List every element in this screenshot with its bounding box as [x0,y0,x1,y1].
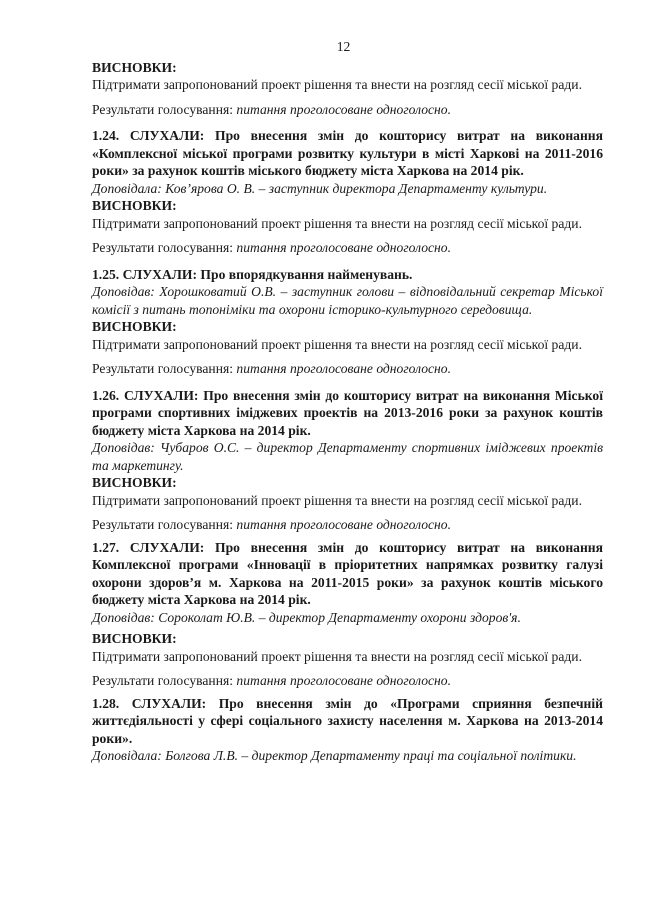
conclusion-text: Підтримати запропонований проект рішення та внести на розгляд сесії міської ради. [92,77,582,92]
conclusions-heading: ВИСНОВКИ: [92,198,177,213]
conclusions-heading: ВИСНОВКИ: [92,475,177,490]
item-speaker: Доповідала: Болгова Л.В. – директор Департаменту праці та соціальної політики. [92,748,577,763]
top-block [92,59,603,119]
item-title: 1.27. СЛУХАЛИ: Про внесення змін до кошторису витрат на виконання Комплексної програми «Інновації в пріоритетних напрямках розвитку галузі охорони здоров’я м. Харкова на 2011-2015 роки» за рахунок коштів міського бюджету міста Харкова на 2014 рік. [92,539,603,607]
result-value: питання проголосоване одноголосно. [236,361,451,376]
voting-result [92,672,603,690]
voting-result [92,239,603,257]
conclusion-text: Підтримати запропонований проект рішення та внести на розгляд сесії міської ради. [92,648,582,664]
conclusion-text: Підтримати запропонований проект рішення та внести на розгляд сесії міської ради. [92,215,582,231]
conclusions-heading: ВИСНОВКИ: [92,631,177,646]
conclusion-text: Підтримати запропонований проект рішення та внести на розгляд сесії міської ради. [92,492,582,508]
agenda-item-1-26 [92,387,603,534]
item-title: 1.25. СЛУХАЛИ: Про впорядкування найменувань. [92,266,413,282]
result-label: Результати голосування: [92,517,234,532]
agenda-item-1-28 [92,695,603,765]
item-title: 1.28. СЛУХАЛИ: Про внесення змін до «Програми сприяння безпечній життєдіяльності у сфері соціального захисту населення м. Харкова на 2013-2014 роки». [92,695,603,746]
result-value: питання проголосоване одноголосно. [236,101,451,117]
item-title: 1.26. СЛУХАЛИ: Про внесення змін до кошторису витрат на виконання Міської програми спортивних іміджевих проектів на 2013-2016 роки за рахунок коштів бюджету міста Харкова на 2014 рік. [92,387,603,438]
agenda-item-1-24 [92,127,603,257]
result-value: питання проголосоване одноголосно. [236,240,451,255]
item-speaker: Доповідала: Ков’ярова О. В. – заступник директора Департаменту культури. [92,180,548,196]
result-value: питання проголосоване одноголосно. [236,673,451,688]
agenda-item-1-25 [92,266,603,378]
agenda-item-1-27 [92,539,603,690]
conclusion-text: Підтримати запропонований проект рішення та внести на розгляд сесії міської ради. [92,336,582,352]
result-label: Результати голосування: [92,240,234,255]
item-title: 1.24. СЛУХАЛИ: Про внесення змін до кошторису витрат на виконання «Комплексної міської програми розвитку культури в місті Харкові на 2011-2016 роки» за рахунок коштів міського бюджету міста Харкова на 2014 рік. [92,128,603,178]
voting-result [92,516,603,534]
page-number: 12 [336,39,351,54]
result-label: Результати голосування: [92,101,234,117]
conclusions-heading: ВИСНОВКИ: [92,59,177,75]
item-speaker: Доповідав: Сороколат Ю.В. – директор Департаменту охорони здоров'я. [92,609,521,625]
item-speaker: Доповідав: Хорошковатий О.В. – заступник голови – відповідальний секретар Міської комісії з питань топоніміки та охорони історико-культурного середовища. [92,284,603,317]
voting-result [92,360,603,378]
item-speaker: Доповідав: Чубаров О.С. – директор Департаменту спортивних іміджевих проектів та маркетингу. [92,440,603,473]
voting-result [92,101,603,119]
result-label: Результати голосування: [92,361,234,376]
result-value: питання проголосоване одноголосно. [236,517,451,532]
result-label: Результати голосування: [92,673,234,688]
conclusions-heading: ВИСНОВКИ: [92,319,177,334]
